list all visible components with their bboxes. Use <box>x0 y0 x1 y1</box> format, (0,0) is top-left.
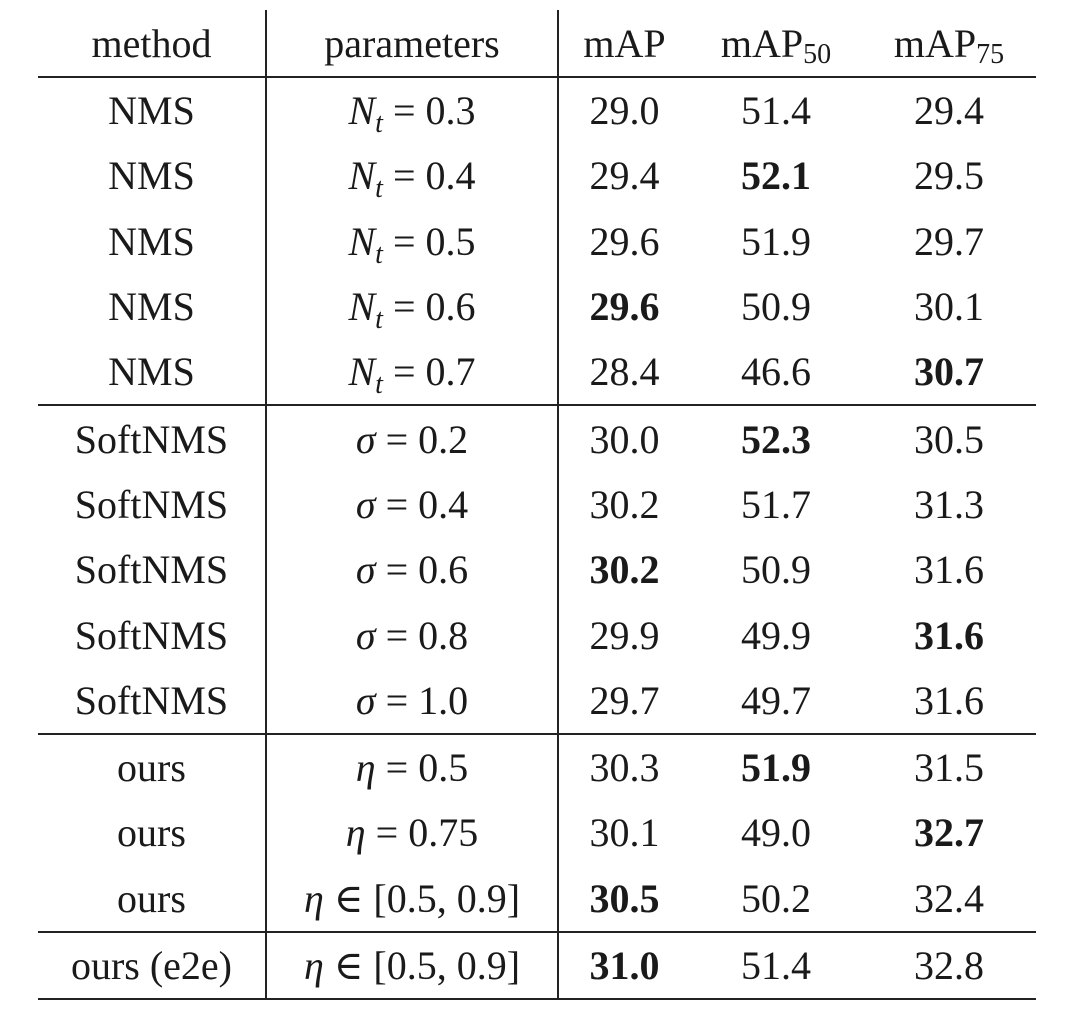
cell-parameters <box>266 274 558 339</box>
table-row <box>38 668 1036 734</box>
cell-method: SoftNMS <box>74 481 229 527</box>
param-symbol: σ <box>355 481 376 527</box>
cell-map: 29.7 <box>558 668 690 734</box>
cell-method: ours <box>117 745 186 791</box>
cell-method: NMS <box>108 88 195 134</box>
param-symbol: N <box>348 284 376 330</box>
cell-map: 30.1 <box>558 800 690 865</box>
cell-map: 28.4 <box>558 339 690 405</box>
table-row <box>38 800 1036 865</box>
param-symbol: η <box>345 810 366 856</box>
cell-map: 31.0 <box>558 932 690 999</box>
param-symbol: η <box>303 943 324 988</box>
param-subscript: t <box>375 173 383 205</box>
header-method: method <box>38 10 266 77</box>
table-row <box>38 143 1036 208</box>
cell-parameters <box>266 602 558 667</box>
cell-method: NMS <box>108 153 195 199</box>
param-subscript: t <box>375 108 383 140</box>
param-value: 0.2 <box>418 416 469 462</box>
cell-map50: 51.9 <box>741 745 811 791</box>
cell-map50: 50.9 <box>741 547 811 593</box>
param-relation: = <box>385 547 409 593</box>
param-relation: ∈ <box>333 943 364 988</box>
table-row <box>38 209 1036 274</box>
cell-map75: 31.6 <box>914 547 984 593</box>
param-subscript: t <box>375 304 383 336</box>
param-value: 0.3 <box>425 88 476 134</box>
param-relation: = <box>392 218 416 264</box>
param-relation: = <box>375 810 399 856</box>
param-symbol: N <box>348 349 376 395</box>
table-row <box>38 472 1036 537</box>
cell-method: NMS <box>108 284 195 330</box>
table-row <box>38 602 1036 667</box>
param-value: 0.8 <box>418 612 469 658</box>
header-row <box>38 10 1036 77</box>
table-row <box>38 77 1036 143</box>
cell-parameters <box>266 209 558 274</box>
param-relation: = <box>392 153 416 199</box>
cell-map75: 30.1 <box>914 284 984 330</box>
cell-map: 29.9 <box>558 602 690 667</box>
param-value: 1.0 <box>418 677 469 723</box>
cell-map: 30.5 <box>558 866 690 932</box>
param-value: 0.4 <box>418 481 469 527</box>
cell-parameters <box>266 932 558 999</box>
param-subscript: t <box>375 369 383 401</box>
cell-map75: 31.6 <box>914 612 984 658</box>
param-symbol: σ <box>355 416 376 462</box>
cell-parameters <box>266 800 558 865</box>
header-parameters: parameters <box>266 10 558 77</box>
cell-parameters <box>266 734 558 800</box>
param-subscript: t <box>375 238 383 270</box>
cell-map75: 31.6 <box>862 668 1036 734</box>
table-row <box>38 537 1036 602</box>
cell-parameters <box>266 472 558 537</box>
cell-method: SoftNMS <box>74 416 229 462</box>
param-symbol: σ <box>355 547 376 593</box>
cell-map50: 52.3 <box>741 416 811 462</box>
cell-parameters <box>266 143 558 208</box>
cell-map: 29.6 <box>558 209 690 274</box>
cell-map: 30.0 <box>558 405 690 471</box>
cell-map75: 29.4 <box>914 88 984 134</box>
cell-parameters <box>266 339 558 405</box>
cell-map75: 32.7 <box>914 810 984 856</box>
param-relation: = <box>392 284 416 330</box>
cell-method: NMS <box>108 218 195 264</box>
table-body <box>38 77 1036 999</box>
header-map50-sub: 50 <box>803 38 832 70</box>
cell-parameters <box>266 866 558 932</box>
table-row <box>38 734 1036 800</box>
header-map50 <box>690 10 862 77</box>
cell-map50: 50.9 <box>741 284 811 330</box>
param-value: 0.4 <box>425 153 476 199</box>
cell-method: ours <box>38 866 266 932</box>
cell-method: ours <box>117 810 186 856</box>
cell-map50: 52.1 <box>741 153 811 199</box>
param-relation: = <box>385 612 409 658</box>
param-symbol: η <box>303 875 324 921</box>
param-symbol: σ <box>355 612 376 658</box>
param-value: 0.5 <box>425 218 476 264</box>
cell-map50: 49.7 <box>690 668 862 734</box>
param-relation: = <box>392 349 416 395</box>
cell-method: ours (e2e) <box>38 932 266 999</box>
cell-map50: 49.9 <box>741 612 811 658</box>
param-value: 0.5 <box>418 745 469 791</box>
cell-parameters <box>266 537 558 602</box>
header-map: mAP <box>558 10 690 77</box>
param-relation: = <box>385 481 409 527</box>
param-value: [0.5, 0.9] <box>373 943 521 988</box>
table-row <box>38 405 1036 471</box>
param-relation: ∈ <box>333 875 364 921</box>
param-symbol: N <box>348 218 376 264</box>
param-relation: = <box>385 416 409 462</box>
cell-parameters <box>266 405 558 471</box>
param-symbol: N <box>348 88 376 134</box>
param-relation: = <box>385 677 409 723</box>
cell-map: 29.4 <box>558 143 690 208</box>
param-relation: = <box>385 745 409 791</box>
cell-map50: 49.0 <box>741 810 811 856</box>
cell-map75: 29.7 <box>914 218 984 264</box>
header-map75-base: mAP <box>893 20 977 66</box>
cell-map: 29.6 <box>558 274 690 339</box>
table-row <box>38 339 1036 405</box>
cell-parameters <box>266 668 558 734</box>
cell-map75: 31.5 <box>914 745 984 791</box>
cell-map: 30.2 <box>558 537 690 602</box>
cell-map75: 31.3 <box>914 481 984 527</box>
param-value: 0.75 <box>408 810 479 856</box>
cell-map75: 32.8 <box>862 932 1036 999</box>
table-row <box>38 866 1036 932</box>
cell-map75: 30.7 <box>862 339 1036 405</box>
results-table <box>38 10 1036 1000</box>
table-row <box>38 274 1036 339</box>
param-value: 0.7 <box>425 349 476 395</box>
cell-map50: 51.9 <box>741 218 811 264</box>
param-symbol: N <box>348 153 376 199</box>
param-value: 0.6 <box>425 284 476 330</box>
cell-map75: 29.5 <box>914 153 984 199</box>
header-map75-sub: 75 <box>976 38 1005 70</box>
cell-parameters <box>266 77 558 143</box>
cell-method: SoftNMS <box>74 612 229 658</box>
param-symbol: η <box>355 745 376 791</box>
cell-map50: 51.4 <box>690 932 862 999</box>
param-relation: = <box>392 88 416 134</box>
param-symbol: σ <box>355 677 376 723</box>
cell-map75: 30.5 <box>914 416 984 462</box>
cell-method: NMS <box>38 339 266 405</box>
cell-map: 30.2 <box>558 472 690 537</box>
cell-map50: 51.4 <box>741 88 811 134</box>
table-row <box>38 932 1036 999</box>
cell-map: 29.0 <box>558 77 690 143</box>
header-map50-base: mAP <box>720 20 804 66</box>
cell-method: SoftNMS <box>74 547 229 593</box>
cell-map50: 46.6 <box>690 339 862 405</box>
cell-map50: 51.7 <box>741 481 811 527</box>
cell-method: SoftNMS <box>38 668 266 734</box>
param-value: [0.5, 0.9] <box>373 875 521 921</box>
cell-map: 30.3 <box>558 734 690 800</box>
cell-map75: 32.4 <box>862 866 1036 932</box>
param-value: 0.6 <box>418 547 469 593</box>
cell-map50: 50.2 <box>690 866 862 932</box>
header-map75 <box>862 10 1036 77</box>
